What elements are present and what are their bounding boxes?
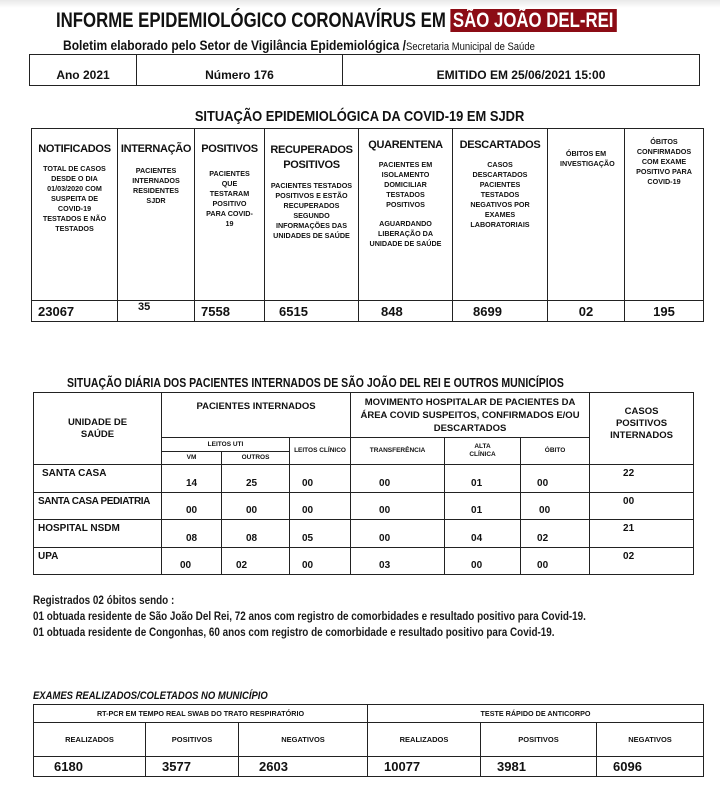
rtpcr-realizados-value: 6180 (34, 757, 146, 777)
rtpcr-negativos-value: 2603 (239, 757, 368, 777)
hospital-row (34, 493, 694, 520)
year-cell (30, 55, 137, 85)
alta-value: 01 (445, 465, 521, 493)
recuperados-header (265, 129, 359, 301)
descartados-header (453, 129, 548, 301)
rtpcr-positivos-value: 3577 (146, 757, 239, 777)
hospital-row (34, 465, 694, 493)
transferencia-value: 00 (351, 465, 445, 493)
year-text: Ano 2021 (56, 68, 110, 82)
situation-title-text: SITUAÇÃO EPIDEMIOLÓGICA DA COVID-19 EM SJDR (195, 108, 525, 125)
positivos-header (195, 129, 265, 301)
obitos-investigacao-header (548, 129, 625, 301)
col-label: DESCARTADOS (459, 139, 541, 151)
col-label: QUARENTENA (368, 139, 443, 151)
internados-header: PACIENTES INTERNADOS (162, 393, 351, 438)
issued-text: EMITIDO EM 25/06/2021 15:00 (436, 68, 606, 82)
alta-value: 00 (445, 548, 521, 575)
outros-value: 25 (222, 465, 290, 493)
col-desc: PACIENTES QUE TESTARAM POSITIVO PARA COVID-19 (206, 169, 253, 228)
internacao-value: 35 (118, 301, 195, 322)
note-line: Registrados 02 óbitos sendo : (33, 595, 175, 607)
recuperados-value: 6515 (265, 301, 359, 322)
col-label: RECUPERADOS POSITIVOS (270, 144, 353, 171)
rapid-realizados-label: REALIZADOS (368, 723, 481, 757)
col-label: INTERNAÇÃO (120, 143, 192, 155)
rapid-positivos-value: 3981 (481, 757, 597, 777)
outros-value: 08 (222, 520, 290, 548)
leitos-clinico-header: LEITOS CLÍNICO (290, 438, 351, 465)
descartados-value: 8699 (453, 301, 548, 322)
transferencia-value: 00 (351, 493, 445, 520)
hospital-title (67, 376, 659, 390)
rapid-positivos-label: POSITIVOS (481, 723, 597, 757)
rapid-negativos-label: NEGATIVOS (597, 723, 704, 757)
title-main: INFORME EPIDEMIOLÓGICO CORONAVÍRUS EM (56, 9, 446, 32)
alta-value: 04 (445, 520, 521, 548)
col-label: POSITIVOS (201, 143, 258, 155)
page-title (56, 9, 720, 35)
exams-title (33, 690, 306, 702)
casos-value: 22 (590, 465, 694, 493)
death-notes (33, 593, 676, 641)
unit-header: UNIDADE DE SAÚDE (34, 393, 162, 465)
quarentena-value: 848 (359, 301, 453, 322)
col-desc: PACIENTES TESTADOS POSITIVOS E ESTÃO RECUPERADOS SEGUNDO INFORMAÇÕES DAS UNIDADES DE SAÚDE (270, 181, 353, 240)
vm-value: 00 (162, 548, 222, 575)
clinico-value: 05 (290, 520, 351, 548)
vm-value: 08 (162, 520, 222, 548)
col-desc: ÓBITOS CONFIRMADOS COM EXAME POSITIVO PARA COVID-19 (636, 137, 692, 186)
rtpcr-positivos-label: POSITIVOS (146, 723, 239, 757)
transferencia-value: 00 (351, 520, 445, 548)
notificados-value: 23067 (32, 301, 118, 322)
notificados-header (32, 129, 118, 301)
transferencia-value: 03 (351, 548, 445, 575)
internacao-header (118, 129, 195, 301)
situation-values-row (32, 301, 704, 322)
col-desc: ÓBITOS EM INVESTIGAÇÃO (560, 149, 615, 168)
obito-value: 00 (521, 548, 590, 575)
obitos-investigacao-value: 02 (548, 301, 625, 322)
rapid-negativos-value: 6096 (597, 757, 704, 777)
obito-header: ÓBITO (521, 438, 590, 465)
obito-value: 02 (521, 520, 590, 548)
title-highlight: SÃO JOÃO DEL-REI (451, 9, 617, 32)
rapid-realizados-value: 10077 (368, 757, 481, 777)
page-subtitle (63, 37, 612, 53)
vm-value: 14 (162, 465, 222, 493)
hospital-title-text: SITUAÇÃO DIÁRIA DOS PACIENTES INTERNADOS DE SÃO JOÃO DEL REI E OUTROS MUNICÍPIOS (67, 376, 564, 390)
rapid-test-group-header: TESTE RÁPIDO DE ANTICORPO (368, 705, 704, 723)
obito-value: 00 (521, 465, 590, 493)
unit-name: UPA (34, 548, 162, 575)
situation-title (0, 108, 720, 125)
exams-label-row (34, 723, 704, 757)
unit-name: SANTA CASA PEDIATRIA (34, 493, 162, 520)
casos-header: CASOS POSITIVOS INTERNADOS (590, 393, 694, 465)
situation-header-row (32, 129, 704, 301)
rtpcr-group-header: RT-PCR EM TEMPO REAL SWAB DO TRATO RESPIRATÓRIO (34, 705, 368, 723)
hospital-row (34, 548, 694, 575)
casos-value: 02 (590, 548, 694, 575)
clinico-value: 00 (290, 548, 351, 575)
rtpcr-negativos-label: NEGATIVOS (239, 723, 368, 757)
col-desc: CASOS DESCARTADOS PACIENTES TESTADOS NEGATIVOS POR EXAMES LABORATORIAIS (470, 160, 530, 229)
outros-value: 00 (222, 493, 290, 520)
col-desc: PACIENTES INTERNADOS RESIDENTES SJDR (132, 166, 180, 205)
hospital-row (34, 520, 694, 548)
exams-title-text: EXAMES REALIZADOS/COLETADOS NO MUNICÍPIO (33, 690, 268, 702)
casos-value: 21 (590, 520, 694, 548)
subtitle-small: Secretaria Municipal de Saúde (406, 41, 535, 53)
outros-header: OUTROS (222, 452, 290, 465)
quarentena-header (359, 129, 453, 301)
number-text: Número 176 (205, 68, 274, 82)
movimento-header: MOVIMENTO HOSPITALAR DE PACIENTES DA ÁREA COVID SUSPEITOS, CONFIRMADOS E/OU DESCARTADOS (351, 393, 590, 438)
issued-cell (343, 55, 699, 85)
obitos-confirmados-value: 195 (625, 301, 704, 322)
col-desc: PACIENTES EM ISOLAMENTO DOMICILIAR TESTADOS POSITIVOS (378, 160, 433, 209)
number-cell (137, 55, 343, 85)
exams-group-row (34, 705, 704, 723)
positivos-value: 7558 (195, 301, 265, 322)
col-label: NOTIFICADOS (38, 143, 111, 155)
unit-name: HOSPITAL NSDM (34, 520, 162, 548)
col-desc-2: AGUARDANDO LIBERAÇÃO DA UNIDADE DE SAÚDE (369, 219, 442, 248)
hospital-table (33, 392, 694, 575)
rtpcr-realizados-label: REALIZADOS (34, 723, 146, 757)
situation-table (31, 128, 704, 322)
scan-shadow (0, 0, 720, 8)
casos-value: 00 (590, 493, 694, 520)
alta-value: 01 (445, 493, 521, 520)
outros-value: 02 (222, 548, 290, 575)
exams-table (33, 704, 704, 777)
note-line: 01 obtuada residente de Congonhas, 60 anos com registro de comorbidade e resultado positivo para Covid-19. (33, 627, 555, 639)
exams-value-row (34, 757, 704, 777)
vm-header: VM (162, 452, 222, 465)
obito-value: 00 (521, 493, 590, 520)
clinico-value: 00 (290, 465, 351, 493)
alta-header: ALTA CLÍNICA (445, 438, 521, 465)
col-desc: TOTAL DE CASOS DESDE O DIA 01/03/2020 COM SUSPEITA DE COVID-19 TESTADOS E NÃO TESTADOS (42, 164, 107, 233)
subtitle-bold: Boletim elaborado pelo Setor de Vigilância Epidemiológica / (63, 37, 407, 53)
note-line: 01 obtuada residente de São João Del Rei, 72 anos com registro de comorbidades e resultado positivo para Covid-19. (33, 611, 586, 623)
leitos-uti-header: LEITOS UTI (162, 438, 290, 452)
transferencia-header: TRANSFERÊNCIA (351, 438, 445, 465)
bulletin-info-box (29, 54, 700, 86)
clinico-value: 00 (290, 493, 351, 520)
hospital-header-row-1 (34, 393, 694, 438)
vm-value: 00 (162, 493, 222, 520)
unit-name: SANTA CASA (34, 465, 162, 493)
obitos-confirmados-header (625, 129, 704, 301)
